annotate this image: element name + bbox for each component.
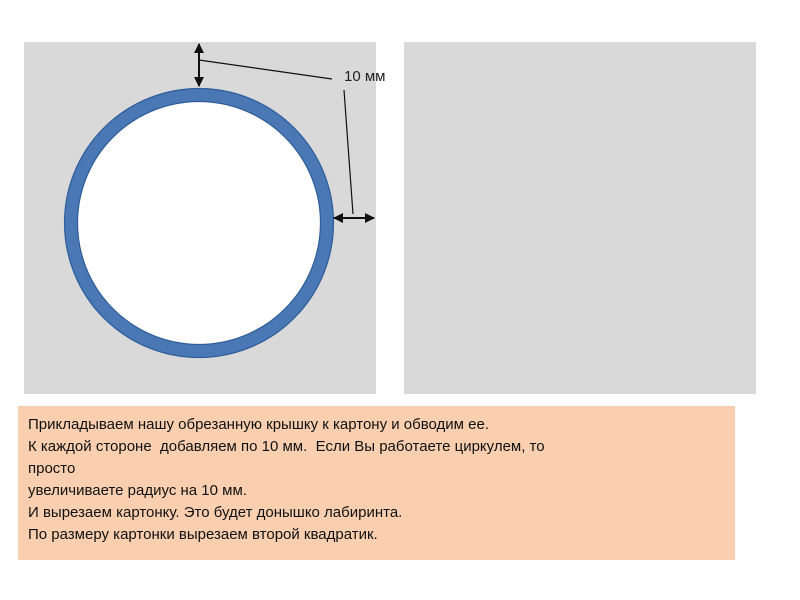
caption-line: просто [28, 460, 76, 477]
caption-line: По размеру картонки вырезаем второй квадратик. [28, 526, 378, 543]
caption-line: увеличиваете радиус на 10 мм. [28, 482, 247, 499]
caption-line: К каждой стороне добавляем по 10 мм. Если Вы работаете циркулем, то [28, 438, 545, 455]
instruction-caption [18, 406, 735, 560]
leader-line-top [199, 60, 332, 79]
caption-line: Прикладываем нашу обрезанную крышку к картону и обводим ее. [28, 416, 489, 433]
lid-ring-inner-edge [78, 102, 321, 345]
dimension-label: 10 мм [344, 68, 386, 85]
caption-line: И вырезаем картонку. Это будет донышко лабиринта. [28, 504, 403, 521]
leader-line-right [344, 90, 353, 214]
